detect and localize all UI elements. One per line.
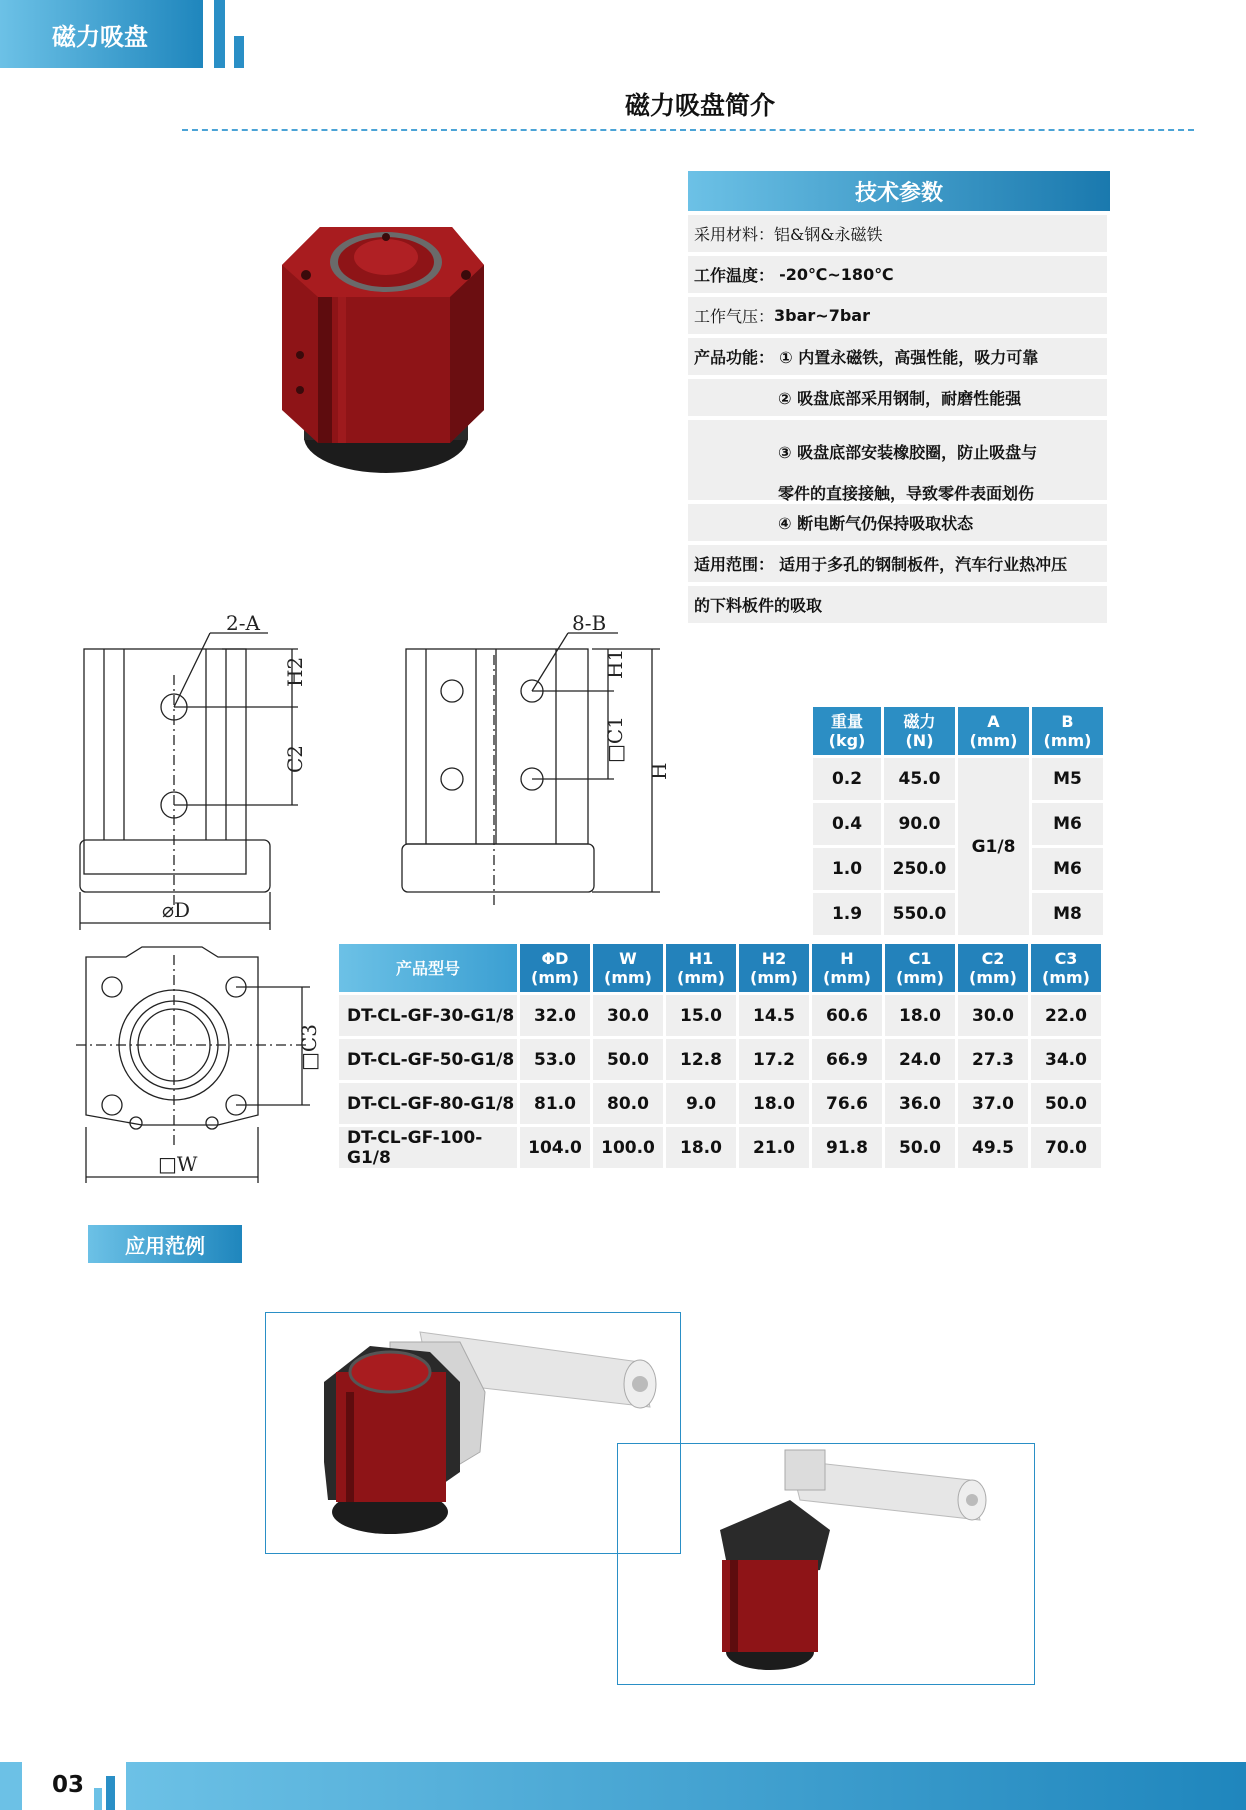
table-cell: 30.0 — [593, 995, 663, 1036]
header-h: H (mm) — [812, 944, 882, 992]
thread-b-cell: M8 — [1032, 893, 1103, 935]
top-view-drawing — [76, 947, 310, 1183]
pressure-row: 工作气压： 3bar~7bar — [688, 297, 1107, 334]
header-c1: C1 (mm) — [885, 944, 955, 992]
table-cell: 14.5 — [739, 995, 809, 1036]
front-view-drawing — [80, 633, 298, 930]
force-cell: 250.0 — [884, 848, 955, 890]
table-cell: 24.0 — [885, 1039, 955, 1080]
table-cell: 36.0 — [885, 1083, 955, 1124]
feature-item: ② 吸盘底部采用钢制，耐磨性能强 — [688, 379, 1107, 416]
table-row — [339, 1083, 1101, 1124]
table-cell: 12.8 — [666, 1039, 736, 1080]
dimension-table — [336, 941, 1104, 1171]
table-cell: 66.9 — [812, 1039, 882, 1080]
table-cell: 104.0 — [520, 1127, 590, 1168]
label-hole-b: 8-B — [572, 615, 607, 635]
force-cell: 90.0 — [884, 803, 955, 845]
scope-row-cont: 的下料板件的吸取 — [688, 586, 1107, 623]
table-cell: 53.0 — [520, 1039, 590, 1080]
model-cell: DT-CL-GF-30-G1/8 — [339, 995, 517, 1036]
header-c3: C3 (mm) — [1031, 944, 1101, 992]
label-c1: □C1 — [603, 716, 627, 763]
table-cell: 91.8 — [812, 1127, 882, 1168]
table-row — [339, 1127, 1101, 1168]
header-c2: C2 (mm) — [958, 944, 1028, 992]
table-cell: 100.0 — [593, 1127, 663, 1168]
header-h1: H1 (mm) — [666, 944, 736, 992]
table-cell: 22.0 — [1031, 995, 1101, 1036]
table-row — [339, 995, 1101, 1036]
table-cell: 32.0 — [520, 995, 590, 1036]
label-h2: H2 — [283, 656, 307, 687]
header-model: 产品型号 — [339, 944, 517, 992]
weight-cell: 0.4 — [813, 803, 881, 845]
thread-b-cell: M5 — [1032, 758, 1103, 800]
page-number: 03 — [52, 1772, 85, 1798]
application-image-2 — [700, 1440, 1000, 1680]
feature-item: ④ 断电断气仍保持吸取状态 — [688, 504, 1107, 541]
label-h: H — [647, 762, 671, 780]
table-cell: 18.0 — [739, 1083, 809, 1124]
table-cell: 27.3 — [958, 1039, 1028, 1080]
table-cell: 70.0 — [1031, 1127, 1101, 1168]
table-row — [339, 1039, 1101, 1080]
thread-b-cell: M6 — [1032, 848, 1103, 890]
header-w: W (mm) — [593, 944, 663, 992]
weight-cell: 0.2 — [813, 758, 881, 800]
header-d: ΦD (mm) — [520, 944, 590, 992]
scope-row: 适用范围： 适用于多孔的钢制板件，汽车行业热冲压 — [688, 545, 1107, 582]
tech-params-heading: 技术参数 — [688, 171, 1110, 211]
weight-cell: 1.0 — [813, 848, 881, 890]
label-d: ⌀D — [162, 898, 191, 922]
table-cell: 49.5 — [958, 1127, 1028, 1168]
table-cell: 30.0 — [958, 995, 1028, 1036]
weight-cell: 1.9 — [813, 893, 881, 935]
label-c2: C2 — [283, 744, 307, 773]
label-c3: □C3 — [297, 1024, 321, 1071]
table-cell: 21.0 — [739, 1127, 809, 1168]
force-cell: 550.0 — [884, 893, 955, 935]
footer-accent-bar — [106, 1776, 115, 1810]
header-a: A (mm) — [958, 707, 1029, 755]
footer-accent-bar — [94, 1788, 102, 1810]
table-cell: 80.0 — [593, 1083, 663, 1124]
label-w: □W — [158, 1152, 198, 1176]
thread-a-cell: G1/8 — [958, 758, 1029, 935]
temperature-row: 工作温度： -20℃~180℃ — [688, 256, 1107, 293]
table-cell: 76.6 — [812, 1083, 882, 1124]
table-cell: 50.0 — [885, 1127, 955, 1168]
label-h1: H1 — [603, 648, 627, 679]
table-cell: 18.0 — [885, 995, 955, 1036]
header-weight: 重量 (kg) — [813, 707, 881, 755]
model-cell: DT-CL-GF-100-G1/8 — [339, 1127, 517, 1168]
header-accent-bar-short — [234, 36, 244, 68]
label-hole-a: 2-A — [226, 615, 260, 635]
thread-b-cell: M6 — [1032, 803, 1103, 845]
application-image — [310, 1312, 670, 1552]
page-title: 磁力吸盘简介 — [624, 91, 775, 120]
product-image — [270, 205, 500, 490]
model-cell: DT-CL-GF-80-G1/8 — [339, 1083, 517, 1124]
table-cell: 50.0 — [593, 1039, 663, 1080]
function-row: 产品功能： ① 内置永磁铁，高强性能，吸力可靠 — [688, 338, 1107, 375]
table-cell: 50.0 — [1031, 1083, 1101, 1124]
material-row: 采用材料： 铝&钢&永磁铁 — [688, 215, 1107, 252]
table-row — [813, 758, 1103, 800]
table-cell: 34.0 — [1031, 1039, 1101, 1080]
table-cell: 37.0 — [958, 1083, 1028, 1124]
header-accent-bar — [214, 0, 225, 68]
feature-item: ③ 吸盘底部安装橡胶圈，防止吸盘与 零件的直接接触，导致零件表面划伤 — [688, 420, 1107, 500]
force-cell: 45.0 — [884, 758, 955, 800]
table-cell: 81.0 — [520, 1083, 590, 1124]
table-cell: 9.0 — [666, 1083, 736, 1124]
header-force: 磁力 (N) — [884, 707, 955, 755]
application-tag: 应用范例 — [88, 1225, 242, 1263]
table-cell: 17.2 — [739, 1039, 809, 1080]
header-b: B (mm) — [1032, 707, 1103, 755]
spec-table — [810, 704, 1106, 938]
header-h2: H2 (mm) — [739, 944, 809, 992]
table-cell: 60.6 — [812, 995, 882, 1036]
footer-band — [126, 1762, 1246, 1810]
section-tag: 磁力吸盘 — [0, 0, 203, 68]
table-cell: 18.0 — [666, 1127, 736, 1168]
footer-mark — [0, 1762, 22, 1810]
title-divider — [182, 129, 1194, 131]
model-cell: DT-CL-GF-50-G1/8 — [339, 1039, 517, 1080]
table-cell: 15.0 — [666, 995, 736, 1036]
